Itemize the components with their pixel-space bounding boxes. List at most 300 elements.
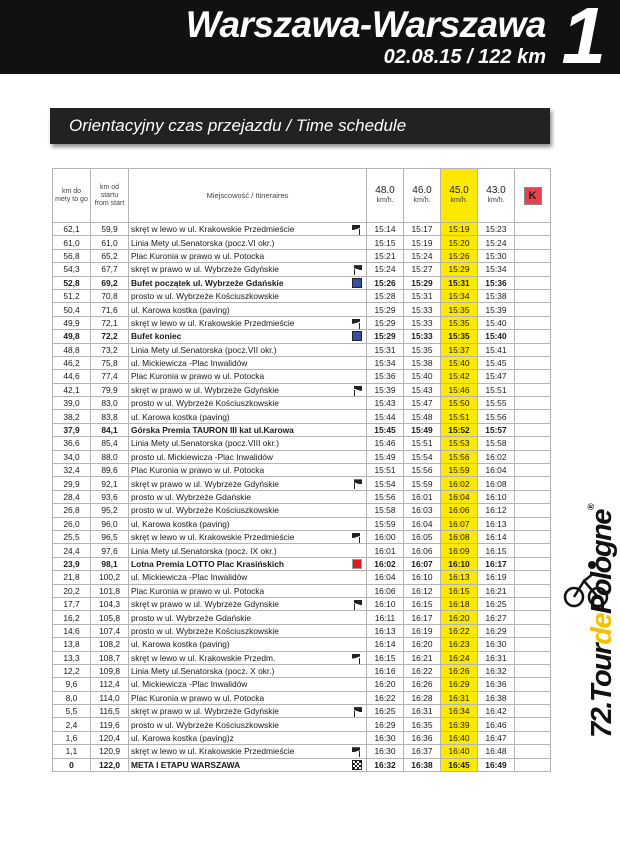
place-label: ul. Mickiewicza -Plac Inwalidów (131, 679, 248, 690)
km-to-go-cell: 48,8 (53, 343, 91, 356)
table-row (53, 236, 551, 249)
empty-cell (515, 477, 551, 490)
time-cell: 15:56 (478, 410, 515, 423)
km-from-start-cell: 70,8 (91, 289, 129, 302)
time-cell: 16:20 (441, 611, 478, 624)
stage-title: Warszawa-Warszawa (185, 4, 546, 45)
time-cell: 16:28 (404, 691, 441, 704)
km-from-start-cell: 61,0 (91, 236, 129, 249)
flag-right-icon (352, 385, 362, 395)
km-to-go-cell: 32,4 (53, 464, 91, 477)
km-from-start-cell: 69,2 (91, 276, 129, 289)
km-from-start-cell: 95,2 (91, 504, 129, 517)
table-row (53, 544, 551, 557)
km-to-go-cell: 26,8 (53, 504, 91, 517)
time-cell: 16:12 (478, 504, 515, 517)
km-from-start-cell: 71,6 (91, 303, 129, 316)
time-cell: 16:22 (441, 624, 478, 637)
place-cell (129, 638, 367, 651)
km-to-go-cell: 54,3 (53, 263, 91, 276)
empty-cell (515, 504, 551, 517)
km-from-start-cell: 92,1 (91, 477, 129, 490)
place-cell (129, 370, 367, 383)
table-row (53, 370, 551, 383)
table-row (53, 638, 551, 651)
empty-cell (515, 450, 551, 463)
time-cell: 16:13 (478, 517, 515, 530)
km-from-start-cell: 72,2 (91, 330, 129, 343)
table-row (53, 397, 551, 410)
time-cell: 15:56 (441, 450, 478, 463)
time-cell: 15:47 (404, 397, 441, 410)
time-cell: 15:52 (441, 423, 478, 436)
place-cell (129, 597, 367, 610)
empty-cell (515, 464, 551, 477)
place-cell (129, 571, 367, 584)
time-cell: 15:36 (478, 276, 515, 289)
empty-cell (515, 437, 551, 450)
time-cell: 16:17 (404, 611, 441, 624)
time-cell: 15:54 (404, 450, 441, 463)
time-cell: 15:27 (404, 263, 441, 276)
km-to-go-cell: 49,8 (53, 330, 91, 343)
place-label: Plac Kuronia w prawo w ul. Potocka (131, 585, 265, 596)
place-label: Linia Mety ul.Senatorska (pocz.VII okr.) (131, 344, 277, 355)
km-from-start-cell: 116,5 (91, 705, 129, 718)
empty-cell (515, 330, 551, 343)
km-to-go-cell: 28,4 (53, 490, 91, 503)
time-cell: 15:35 (404, 343, 441, 356)
place-label: prosto w ul. Wybrzeże Gdańskie (131, 492, 252, 502)
empty-cell (515, 544, 551, 557)
time-cell: 15:29 (367, 330, 404, 343)
place-label: Linia Mety ul.Senatorska (pocz.VI okr.) (131, 237, 275, 248)
time-cell: 15:31 (367, 343, 404, 356)
flag-left-icon (352, 318, 362, 328)
time-cell: 16:40 (441, 745, 478, 758)
time-cell: 16:30 (367, 745, 404, 758)
place-cell (129, 423, 367, 436)
table-row (53, 330, 551, 343)
time-cell: 16:02 (367, 557, 404, 570)
time-cell: 15:44 (367, 410, 404, 423)
place-label: Plac Kuronia w prawo w ul. Potocka (131, 692, 265, 703)
km-from-start-cell: 120,9 (91, 745, 129, 758)
time-cell: 16:42 (478, 705, 515, 718)
empty-cell (515, 423, 551, 436)
place-label: ul. Karowa kostka (paving) (131, 518, 230, 529)
time-cell: 16:06 (404, 544, 441, 557)
time-cell: 15:24 (478, 236, 515, 249)
place-label: prosto w ul. Wybrzeże Gdańskie (131, 612, 252, 623)
time-cell: 16:35 (404, 718, 441, 731)
k-badge: K (524, 187, 542, 205)
km-from-start-cell: 93,6 (91, 490, 129, 503)
km-from-start-cell: 96,5 (91, 530, 129, 543)
time-cell: 15:48 (404, 410, 441, 423)
place-label: Lotna Premia LOTTO Plac Krasińskich (131, 558, 284, 569)
place-label: META I ETAPU WARSZAWA (131, 759, 241, 770)
time-cell: 16:04 (478, 464, 515, 477)
place-label: skręt w prawo w ul. Wybrzeże Gdyńskie (131, 706, 279, 717)
time-cell: 15:46 (441, 383, 478, 396)
time-cell: 15:33 (404, 316, 441, 329)
place-label: prosto ul. Mickiewicza -Plac Inwalidów (131, 451, 273, 462)
time-cell: 15:51 (478, 383, 515, 396)
place-cell (129, 678, 367, 691)
time-cell: 16:16 (367, 664, 404, 677)
time-cell: 15:35 (441, 330, 478, 343)
time-cell: 16:06 (367, 584, 404, 597)
table-row (53, 718, 551, 731)
time-cell: 15:51 (441, 410, 478, 423)
time-cell: 15:57 (478, 423, 515, 436)
km-from-start-cell: 84,1 (91, 423, 129, 436)
place-label: prosto w ul. Wybrzeże Kościuszkowskie (131, 398, 279, 409)
time-cell: 15:26 (367, 276, 404, 289)
time-cell: 15:58 (367, 504, 404, 517)
table-row (53, 289, 551, 302)
table-row (53, 490, 551, 503)
km-from-start-cell: 122,0 (91, 758, 129, 771)
table-row (53, 504, 551, 517)
flag-right-icon (352, 264, 362, 274)
km-to-go-cell: 8,0 (53, 691, 91, 704)
time-cell: 16:08 (478, 477, 515, 490)
km-to-go-cell: 29,9 (53, 477, 91, 490)
time-cell: 15:35 (441, 303, 478, 316)
empty-cell (515, 316, 551, 329)
place-label: skręt w prawo w ul. Wybrzeże Gdyńskie (131, 478, 279, 489)
km-to-go-cell: 13,3 (53, 651, 91, 664)
empty-cell (515, 624, 551, 637)
time-cell: 16:31 (441, 691, 478, 704)
place-cell (129, 705, 367, 718)
place-cell (129, 611, 367, 624)
km-to-go-cell: 39,0 (53, 397, 91, 410)
empty-cell (515, 490, 551, 503)
km-from-start-cell: 59,9 (91, 223, 129, 236)
time-cell: 16:10 (367, 597, 404, 610)
time-cell: 16:15 (367, 651, 404, 664)
place-label: ul. Karowa kostka (paving)z (131, 733, 234, 744)
time-cell: 15:19 (404, 236, 441, 249)
empty-cell (515, 557, 551, 570)
km-from-start-cell: 119,6 (91, 718, 129, 731)
empty-cell (515, 517, 551, 530)
time-cell: 15:43 (404, 383, 441, 396)
place-label: Górska Premia TAURON III kat ul.Karowa (131, 425, 294, 436)
time-cell: 15:38 (478, 289, 515, 302)
km-to-go-cell: 52,8 (53, 276, 91, 289)
time-cell: 15:29 (441, 263, 478, 276)
km-from-start-cell: 96,0 (91, 517, 129, 530)
km-from-start-cell: 88,0 (91, 450, 129, 463)
place-label: Linia Mety ul.Senatorska (pocz.VIII okr.) (131, 438, 280, 449)
place-label: skręt w prawo w ul. Wybrzeże Gdynskie (131, 599, 279, 610)
km-to-go-cell: 49,9 (53, 316, 91, 329)
table-row (53, 263, 551, 276)
empty-cell (515, 289, 551, 302)
flag-right-icon (352, 706, 362, 716)
time-cell: 16:20 (404, 638, 441, 651)
empty-cell (515, 718, 551, 731)
place-cell (129, 530, 367, 543)
time-cell: 16:20 (367, 678, 404, 691)
place-label: ul. Karowa kostka (paving) (131, 411, 230, 422)
time-cell: 16:47 (478, 731, 515, 744)
table-row (53, 731, 551, 744)
place-label: Bufet początek ul. Wybrzeże Gdańskie (131, 277, 284, 288)
place-cell (129, 544, 367, 557)
time-cell: 15:29 (404, 276, 441, 289)
km-to-go-cell: 36,6 (53, 437, 91, 450)
place-label: ul. Mickiewicza -Plac Inwalidów (131, 572, 248, 583)
empty-cell (515, 370, 551, 383)
time-cell: 15:59 (367, 517, 404, 530)
time-cell: 15:59 (404, 477, 441, 490)
time-cell: 16:10 (478, 490, 515, 503)
km-to-go-cell: 23,9 (53, 557, 91, 570)
empty-cell (515, 651, 551, 664)
place-cell (129, 664, 367, 677)
empty-cell (515, 571, 551, 584)
place-label: skręt w lewo w ul. Krakowskie Przedmieście (131, 317, 295, 328)
time-cell: 16:27 (478, 611, 515, 624)
time-cell: 15:54 (367, 477, 404, 490)
place-cell (129, 745, 367, 758)
table-row (53, 223, 551, 236)
time-cell: 16:03 (404, 504, 441, 517)
time-cell: 15:41 (478, 343, 515, 356)
table-row (53, 343, 551, 356)
table-row (53, 678, 551, 691)
time-cell: 16:15 (404, 597, 441, 610)
empty-cell (515, 745, 551, 758)
place-cell (129, 410, 367, 423)
km-to-go-cell: 17,7 (53, 597, 91, 610)
km-from-start-cell: 109,8 (91, 664, 129, 677)
place-cell (129, 437, 367, 450)
empty-cell (515, 638, 551, 651)
km-to-go-cell: 2,4 (53, 718, 91, 731)
km-to-go-cell: 46,2 (53, 356, 91, 369)
place-cell (129, 477, 367, 490)
time-cell: 15:35 (441, 316, 478, 329)
place-cell (129, 383, 367, 396)
time-cell: 15:19 (441, 223, 478, 236)
empty-cell (515, 383, 551, 396)
time-cell: 16:18 (441, 597, 478, 610)
time-cell: 16:29 (478, 624, 515, 637)
time-cell: 16:12 (404, 584, 441, 597)
header-bar (0, 0, 620, 80)
km-to-go-cell: 0 (53, 758, 91, 771)
table-row (53, 410, 551, 423)
time-cell: 16:13 (367, 624, 404, 637)
km-to-go-cell: 25,5 (53, 530, 91, 543)
time-cell: 16:38 (404, 758, 441, 771)
table-row (53, 477, 551, 490)
place-label: skręt w lewo w ul. Krakowskie Przedm. (131, 652, 276, 663)
place-cell (129, 731, 367, 744)
time-cell: 15:47 (478, 370, 515, 383)
km-to-go-cell: 20,2 (53, 584, 91, 597)
table-row (53, 691, 551, 704)
time-cell: 16:11 (367, 611, 404, 624)
time-cell: 15:34 (478, 263, 515, 276)
time-cell: 16:26 (441, 664, 478, 677)
place-label: skręt w lewo w ul. Krakowskie Przedmieście (131, 224, 295, 235)
place-label: Plac Kuronia w prawo w ul. Potocka (131, 250, 265, 261)
empty-cell (515, 303, 551, 316)
table-row (53, 571, 551, 584)
time-cell: 15:17 (404, 223, 441, 236)
time-cell: 15:50 (441, 397, 478, 410)
time-cell: 16:10 (441, 557, 478, 570)
place-cell (129, 330, 367, 343)
table-row (53, 450, 551, 463)
time-cell: 16:25 (478, 597, 515, 610)
time-cell: 15:26 (441, 249, 478, 262)
time-cell: 15:29 (367, 316, 404, 329)
empty-cell (515, 356, 551, 369)
time-cell: 16:08 (441, 530, 478, 543)
time-cell: 16:39 (441, 718, 478, 731)
empty-cell (515, 597, 551, 610)
place-label: prosto w ul. Wybrzeże Kościuszkowskie (131, 291, 279, 302)
time-cell: 16:24 (441, 651, 478, 664)
km-from-start-cell: 83,0 (91, 397, 129, 410)
time-cell: 15:23 (478, 223, 515, 236)
place-cell (129, 557, 367, 570)
table-row (53, 423, 551, 436)
empty-cell (515, 584, 551, 597)
col-speed-48: 48.0 km/h. (367, 169, 404, 223)
place-label: ul. Karowa kostka (paving) (131, 639, 230, 650)
time-cell: 16:45 (441, 758, 478, 771)
time-cell: 15:28 (367, 289, 404, 302)
time-cell: 15:31 (441, 276, 478, 289)
time-cell: 15:39 (478, 303, 515, 316)
flag-left-icon (352, 653, 362, 663)
table-row (53, 464, 551, 477)
place-label: prosto w ul. Wybrzeże Kościuszkowskie (131, 505, 279, 516)
time-cell: 15:58 (478, 437, 515, 450)
time-cell: 16:09 (441, 544, 478, 557)
time-cell: 15:14 (367, 223, 404, 236)
time-cell: 16:02 (441, 477, 478, 490)
km-to-go-cell: 12,2 (53, 664, 91, 677)
place-cell (129, 289, 367, 302)
time-cell: 15:39 (367, 383, 404, 396)
time-cell: 15:45 (367, 423, 404, 436)
time-cell: 15:59 (441, 464, 478, 477)
km-from-start-cell: 65,2 (91, 249, 129, 262)
sprint-premium-icon (352, 559, 362, 569)
table-row (53, 249, 551, 262)
km-from-start-cell: 89,6 (91, 464, 129, 477)
empty-cell (515, 611, 551, 624)
time-cell: 15:33 (404, 330, 441, 343)
time-cell: 16:07 (404, 557, 441, 570)
time-cell: 16:29 (441, 678, 478, 691)
table-row (53, 624, 551, 637)
empty-cell (515, 249, 551, 262)
time-cell: 15:46 (367, 437, 404, 450)
time-cell: 16:01 (367, 544, 404, 557)
table-row (53, 664, 551, 677)
empty-cell (515, 223, 551, 236)
km-from-start-cell: 72,1 (91, 316, 129, 329)
time-cell: 15:56 (367, 490, 404, 503)
km-from-start-cell: 73,2 (91, 343, 129, 356)
place-label: Plac Kuronia w prawo w ul. Potocka (131, 371, 265, 382)
place-label: prosto w ul. Wybrzeże Kościuszkowskie (131, 719, 279, 730)
place-cell (129, 691, 367, 704)
col-km-from-start: km od startu from start (91, 169, 129, 223)
time-cell: 15:33 (404, 303, 441, 316)
place-label: ul. Karowa kostka (paving) (131, 304, 230, 315)
km-from-start-cell: 114,0 (91, 691, 129, 704)
time-cell: 16:02 (478, 450, 515, 463)
time-cell: 15:40 (478, 330, 515, 343)
time-cell: 16:21 (478, 584, 515, 597)
km-from-start-cell: 98,1 (91, 557, 129, 570)
time-cell: 16:04 (404, 517, 441, 530)
table-header-row (53, 169, 551, 223)
empty-cell (515, 678, 551, 691)
place-label: Plac Kuronia w prawo w ul. Potocka (131, 465, 265, 476)
time-cell: 15:29 (367, 303, 404, 316)
time-cell: 15:30 (478, 249, 515, 262)
time-cell: 15:15 (367, 236, 404, 249)
table-row (53, 651, 551, 664)
place-label: skręt w prawo w ul. Wybrzeże Gdyńskie (131, 384, 279, 395)
km-to-go-cell: 61,0 (53, 236, 91, 249)
stage-date-distance: 02.08.15 / 122 km (383, 46, 546, 68)
km-from-start-cell: 67,7 (91, 263, 129, 276)
time-cell: 15:24 (404, 249, 441, 262)
place-cell (129, 517, 367, 530)
km-to-go-cell: 1,1 (53, 745, 91, 758)
km-to-go-cell: 9,6 (53, 678, 91, 691)
km-to-go-cell: 34,0 (53, 450, 91, 463)
time-cell: 15:45 (478, 356, 515, 369)
time-cell: 16:46 (478, 718, 515, 731)
time-cell: 15:55 (478, 397, 515, 410)
place-cell (129, 343, 367, 356)
time-cell: 15:40 (404, 370, 441, 383)
place-cell (129, 504, 367, 517)
time-cell: 16:07 (441, 517, 478, 530)
col-speed-45: 45.0 km/h. (441, 169, 478, 223)
time-cell: 16:14 (478, 530, 515, 543)
time-cell: 15:43 (367, 397, 404, 410)
col-place: Miejscowość / Itineraires (129, 169, 367, 223)
time-cell: 16:26 (404, 678, 441, 691)
place-cell (129, 651, 367, 664)
time-cell: 16:31 (478, 651, 515, 664)
time-cell: 16:36 (478, 678, 515, 691)
time-cell: 15:24 (367, 263, 404, 276)
time-cell: 16:40 (441, 731, 478, 744)
empty-cell (515, 705, 551, 718)
km-to-go-cell: 5,5 (53, 705, 91, 718)
finish-flag-icon (352, 760, 362, 770)
place-cell (129, 450, 367, 463)
time-cell: 16:06 (441, 504, 478, 517)
